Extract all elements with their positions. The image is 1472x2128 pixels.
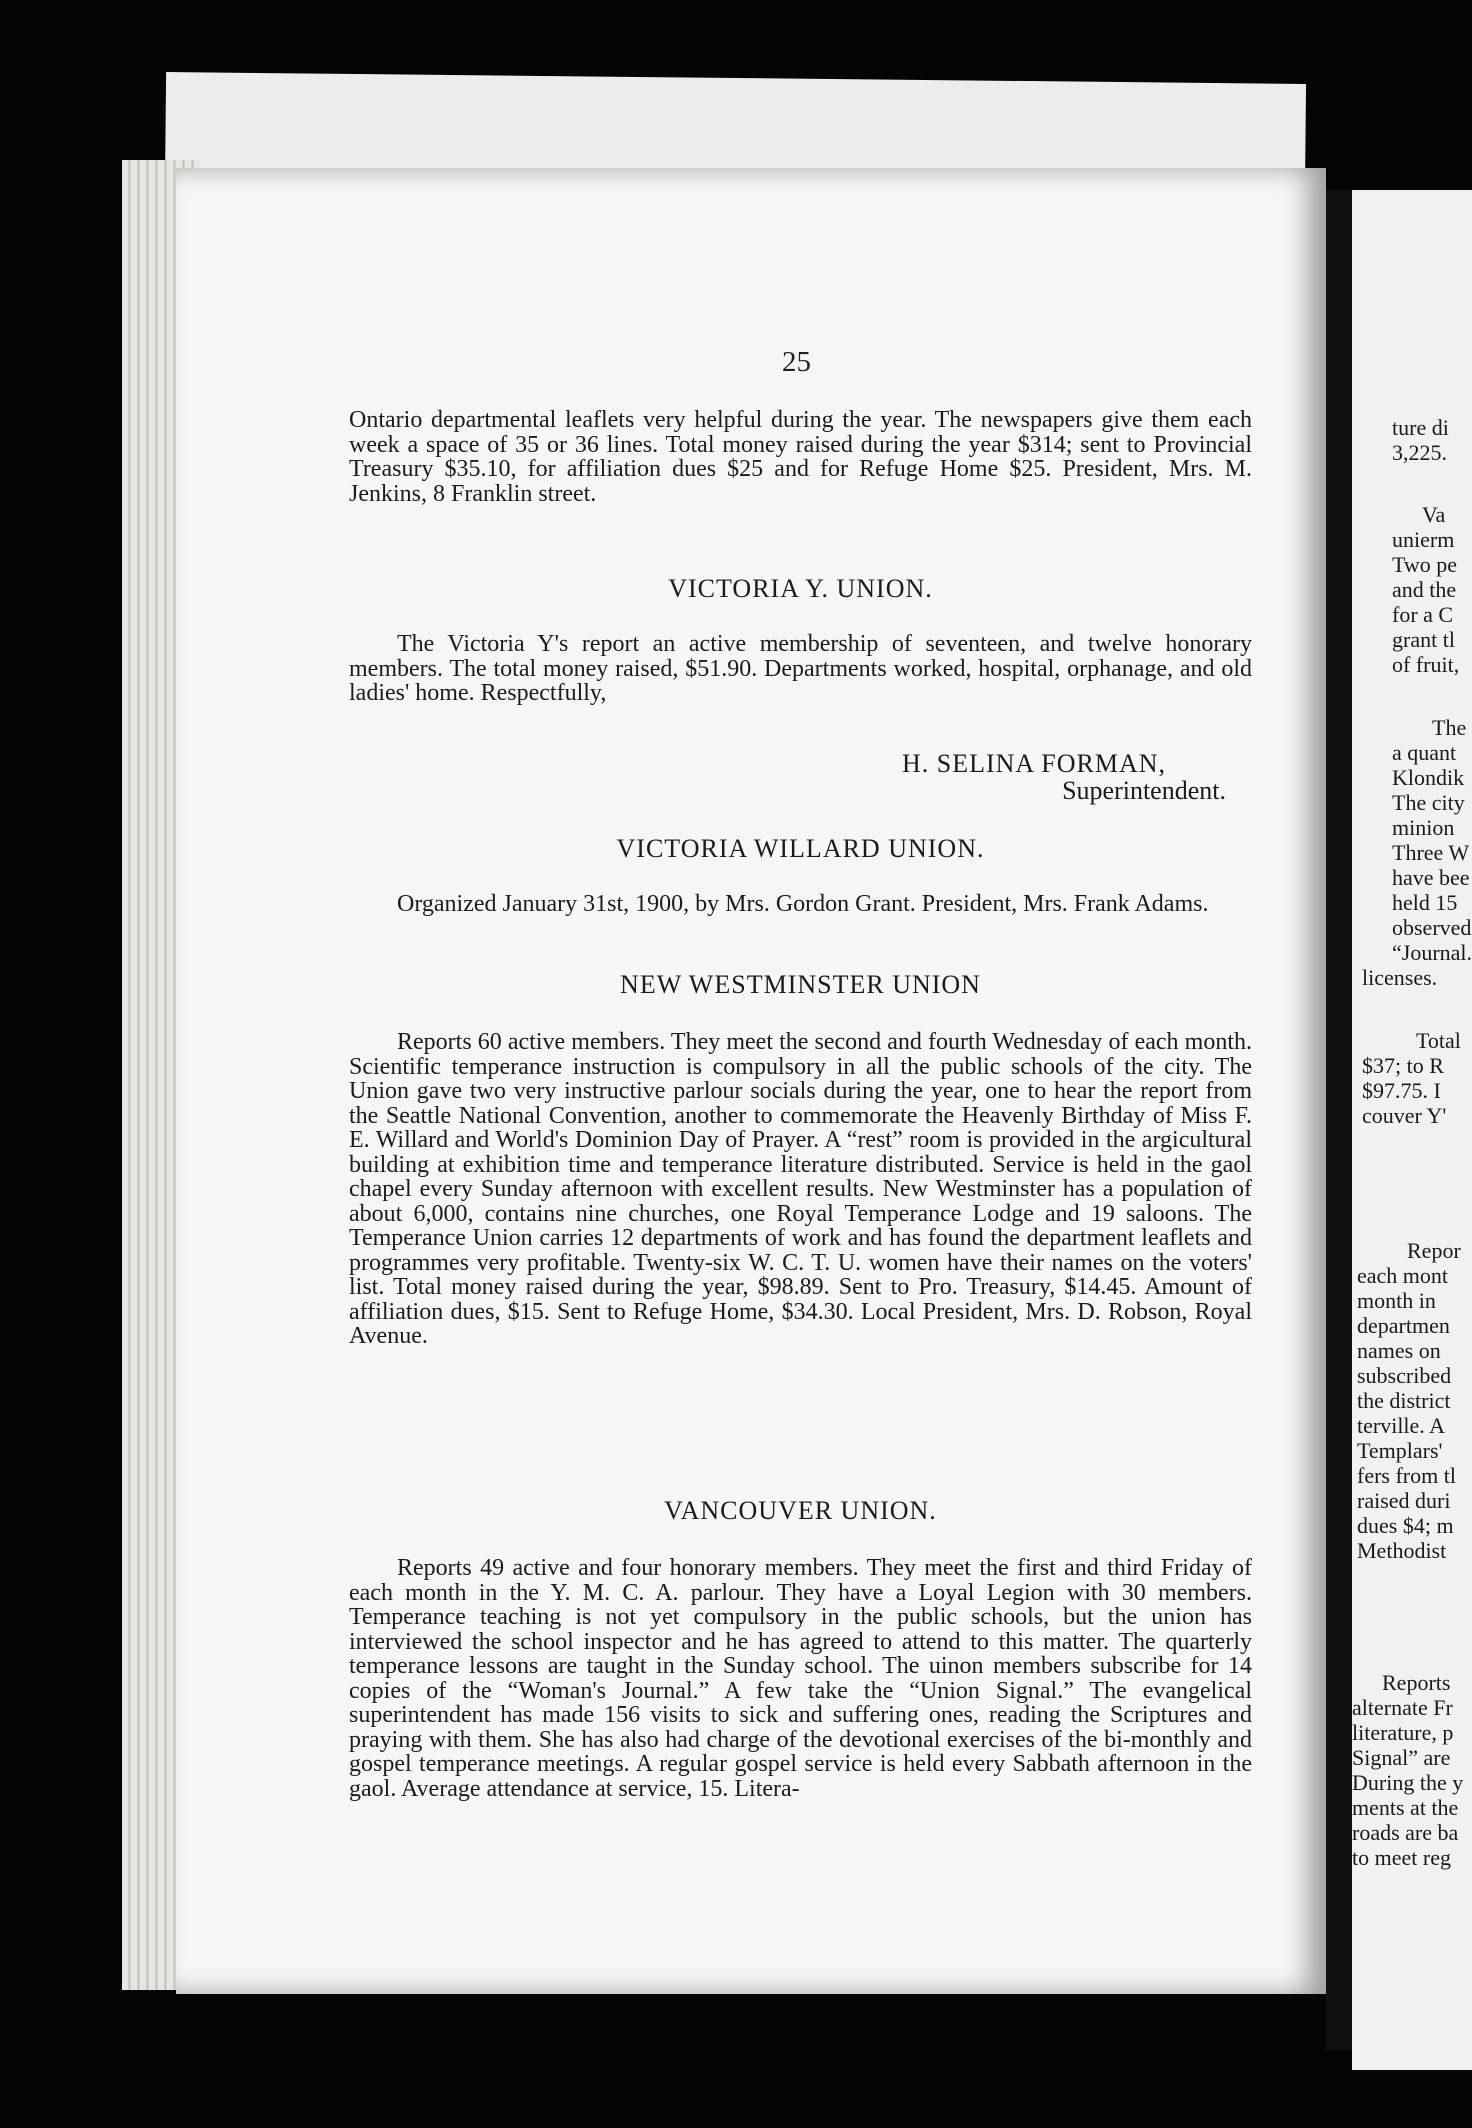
adjacent-page-fragment: fers from tl [1357, 1463, 1456, 1488]
adjacent-page-fragment: Va [1422, 502, 1446, 527]
adjacent-page-fragment: subscribed [1357, 1363, 1452, 1388]
adjacent-page-fragment: names on [1357, 1338, 1441, 1363]
adjacent-page [1352, 190, 1472, 2070]
adjacent-page-fragment: Three W [1392, 840, 1470, 865]
adjacent-page-fragment: The [1432, 715, 1467, 740]
adjacent-page-fragment: “Journal. [1392, 940, 1472, 965]
victoria-y-paragraph: The Victoria Y's report an active membership of seventeen, and twelve honorary members. The total money raised, $51.90. Departments worked, hospital, orphanage, and old ladies' home. Respectfully, [349, 631, 1252, 706]
adjacent-page-fragment: each mont [1357, 1263, 1449, 1288]
victoria-willard-heading: VICTORIA WILLARD UNION. [616, 834, 985, 863]
signature-name: H. SELINA FORMAN, [901, 749, 1166, 778]
adjacent-page-fragment: literature, p [1352, 1720, 1454, 1745]
adjacent-page-fragment: Methodist [1357, 1538, 1447, 1563]
victoria-willard-paragraph: Organized January 31st, 1900, by Mrs. Gordon Grant. President, Mrs. Frank Adams. [397, 891, 1209, 917]
adjacent-page-fragment: and the [1392, 577, 1457, 602]
adjacent-page-fragment: observed [1392, 915, 1472, 940]
adjacent-page-fragment: unierm [1392, 527, 1455, 552]
adjacent-page-fragment: $37; to R [1362, 1053, 1444, 1078]
intro-paragraph: Ontario departmental leaflets very helpful during the year. The newspapers give them each week a space of 35 or 36 lines. Total money raised during the year $314; sent to Provincial Treasury $35.10, for affiliation dues $25 and for Refuge Home $25. President, Mrs. M. Jenkins, 8 Franklin street. [349, 407, 1252, 507]
adjacent-page-fragment: Signal” are [1352, 1745, 1451, 1770]
adjacent-page-fragment: ments at the [1352, 1795, 1459, 1820]
signature-block [349, 750, 1226, 804]
adjacent-page-fragment: minion [1392, 815, 1455, 840]
adjacent-page-fragment: 3,225. [1392, 440, 1447, 465]
adjacent-page-fragment: Templars' [1357, 1438, 1443, 1463]
adjacent-page-fragment: roads are ba [1352, 1820, 1459, 1845]
new-westminster-paragraph: Reports 60 active members. They meet the second and fourth Wednesday of each month. Scientific temperance instruction is compulsory in all the public schools of the city. The Union gave two very instructive parlour socials during the year, one to hear the report from the Seattle National Convention, another to commemorate the Heavenly Birthday of Miss F. E. Willard and World's Dominion Day of Prayer. A “rest” room is provided in the argicultural building at exhibition time and temperance literature distributed. Service is held in the gaol chapel every Sunday afternoon with excellent results. New Westminster has a population of about 6,000, contains nine churches, one Royal Temperance Lodge and 19 saloons. The Temperance Union carries 12 departments of work and has found the department leaflets and programmes very profitable. Twenty-six W. C. T. U. women have their names on the voters' list. Total money raised during the year, $98.89. Sent to Pro. Treasury, $14.45. Amount of affiliation dues, $15. Sent to Refuge Home, $34.30. Local President, Mrs. D. Robson, Royal Avenue. [349, 1029, 1252, 1349]
adjacent-page-fragment: the district [1357, 1388, 1451, 1413]
adjacent-page-fragment: licenses. [1362, 965, 1438, 990]
adjacent-page-fragment: During the y [1352, 1770, 1464, 1795]
signature-title: Superintendent. [1062, 776, 1226, 805]
adjacent-page-fragment: alternate Fr [1352, 1695, 1453, 1720]
vancouver-paragraph: Reports 49 active and four honorary members. They meet the first and third Friday of each month in the Y. M. C. A. parlour. They have a Loyal Legion with 30 members. Temperance teaching is not yet compulsory in the public schools, but the union has interviewed the school inspector and he has agreed to attend to this matter. The quarterly temperance lessons are taught in the Sunday school. The uinon members subscribe for 14 copies of the “Woman's Journal.” A few take the “Union Signal.” The evangelical superintendent has made 156 visits to sick and suffering ones, reading the Scriptures and praying with them. She has also had charge of the devotional exercises of the bi-monthly and gospel temperance meetings. A regular gospel service is held every Sabbath afternoon in the gaol. Average attendance at service, 15. Litera- [349, 1555, 1252, 1802]
adjacent-page-fragment: terville. A [1357, 1413, 1445, 1438]
adjacent-page-fragment: have bee [1392, 865, 1470, 890]
adjacent-page-fragment: ture di [1392, 415, 1449, 440]
adjacent-page-fragment: of fruit, [1392, 652, 1460, 677]
adjacent-page-fragment: held 15 [1392, 890, 1458, 915]
adjacent-page-fragment: The city [1392, 790, 1465, 815]
new-westminster-heading: NEW WESTMINSTER UNION [620, 970, 981, 999]
adjacent-page-fragment: to meet reg [1352, 1845, 1451, 1870]
adjacent-page-fragment: Klondik [1392, 765, 1465, 790]
adjacent-page-fragment: $97.75. I [1362, 1078, 1441, 1103]
vancouver-heading: VANCOUVER UNION. [664, 1496, 937, 1525]
adjacent-page-fragment: dues $4; m [1357, 1513, 1454, 1538]
adjacent-page-fragment: departmen [1357, 1313, 1450, 1338]
adjacent-page-fragment: Repor [1407, 1238, 1461, 1263]
adjacent-page-fragment: a quant [1392, 740, 1457, 765]
adjacent-page-fragment: for a C [1392, 602, 1454, 627]
adjacent-page-fragment: Reports [1382, 1670, 1451, 1695]
victoria-y-heading: VICTORIA Y. UNION. [668, 574, 933, 603]
page-number: 25 [782, 346, 811, 378]
adjacent-page-fragment: Two pe [1392, 552, 1458, 577]
adjacent-page-fragment: raised duri [1357, 1488, 1451, 1513]
adjacent-page-fragment: couver Y' [1362, 1103, 1447, 1128]
adjacent-page-fragment: month in [1357, 1288, 1436, 1313]
adjacent-page-fragment: grant tl [1392, 627, 1455, 652]
adjacent-page-fragment: Total [1416, 1028, 1461, 1053]
